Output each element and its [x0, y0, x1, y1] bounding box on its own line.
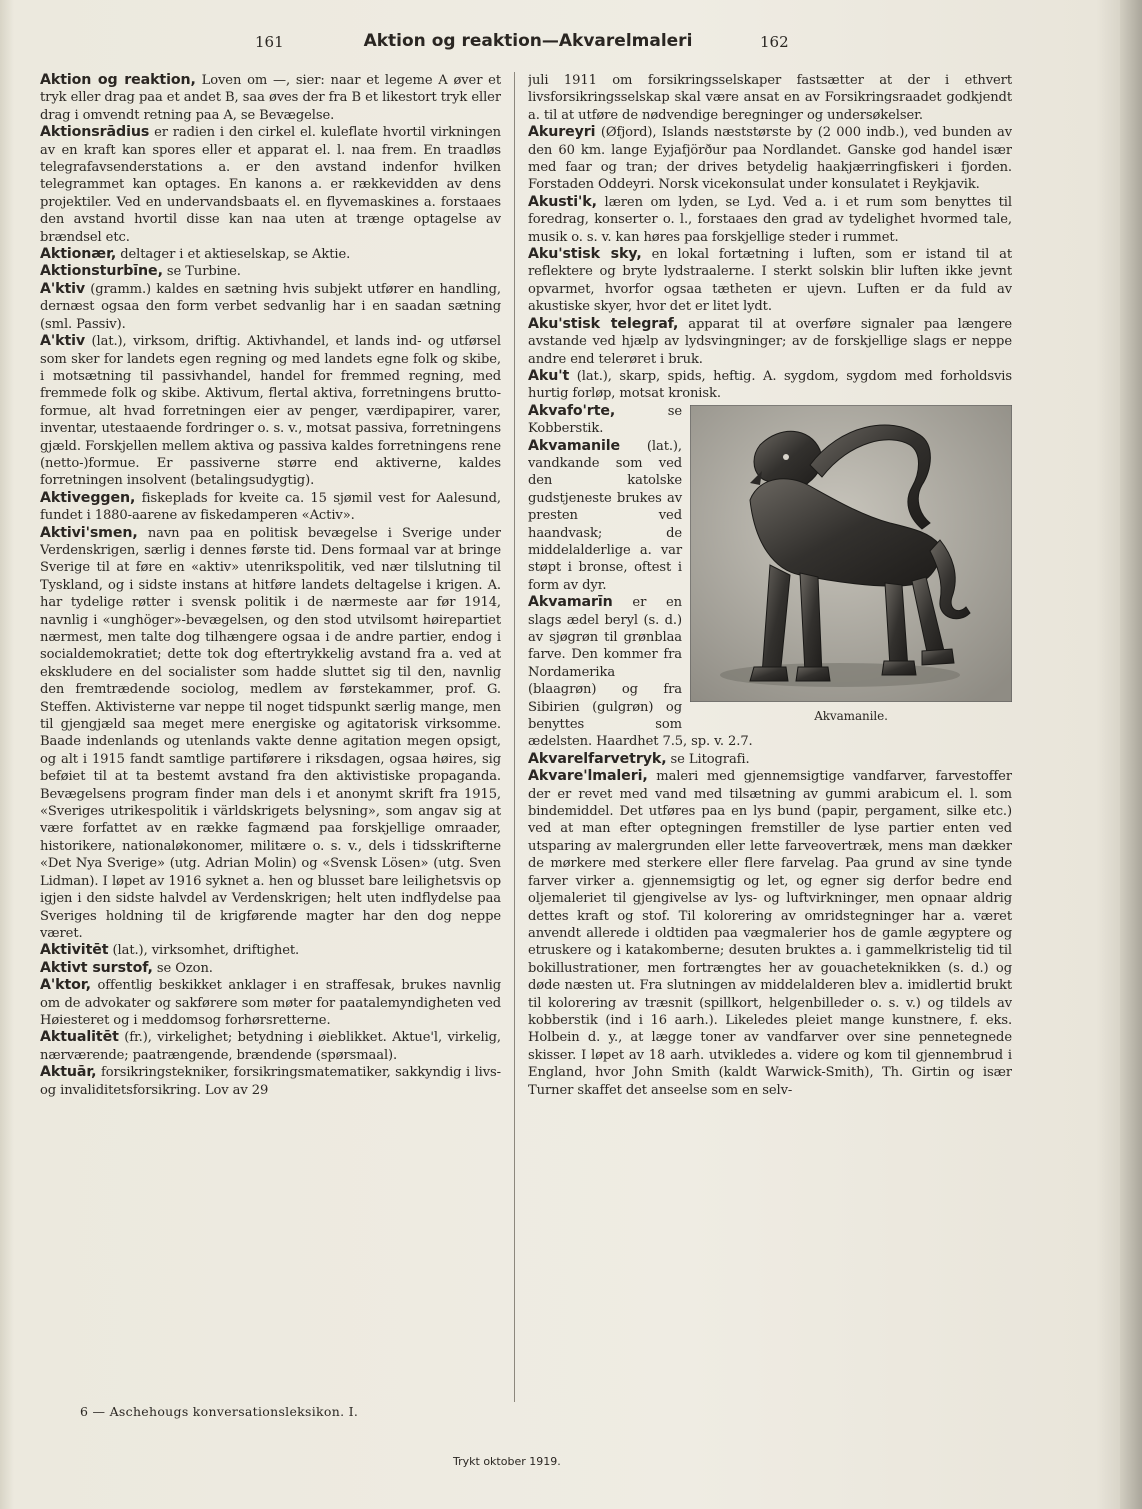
right-page-number: 162 [760, 33, 789, 51]
headword: A'ktiv [40, 280, 86, 297]
entry-aktualitet [40, 1029, 501, 1064]
headword: Aktion og reaktion, [40, 72, 196, 88]
entry-text: (lat.), virksom, driftig. Aktivhandel, et lands ind- og utførsel som sker for landets egen regning og med landets egne folk og skibe, i motsætning til passivhandel, handel for fremmed regning, med fremmede folk og skibe. Aktivum, flertal aktiva, forretningens brutto-formue, alt hvad forretningen eier av penger, værdipapirer, varer, inventar, utestaaende fordringer o. s. v., motsat passiva, forretningens gjæld. Forskjellen mellem aktiva og passiva kaldes forretningens rene (netto-)formue. Er passiverne større end aktiverne, kaldes forretningen insolvent (betalingsudygtig). [40, 334, 501, 489]
headword: Aktionsturbīne, [40, 263, 163, 280]
headword: A'ktiv [40, 333, 86, 350]
entry-text: læren om lyden, se Lyd. Ved a. i et rum som benyttes til foredrag, konserter o. l., forstaaes den grad av tydelighet hvormed tale, musik o. s. v. kan høres paa forskjellige steder i rummet. [528, 194, 1012, 245]
left-page-number: 161 [255, 33, 284, 51]
entry-aktionaer [40, 246, 501, 263]
headword: Aku't [528, 367, 570, 384]
entry-text: forsikringstekniker, forsikringsmatematiker, sakkyndig i livs- og invaliditetsforsikring. Lov av 29 [40, 1065, 501, 1098]
entry-text: se Kobberstik. [528, 403, 682, 437]
entry-aktuar [40, 1064, 501, 1099]
entry-text: fiskeplads for kveite ca. 15 sjømil vest for Aalesund, fundet i 1880-aarene av fiskedamperen «Activ». [40, 490, 501, 524]
entry-aktiv-gramm [40, 281, 501, 333]
akvamanile-photo [690, 405, 1012, 702]
entry-aktuar-continued [528, 72, 1012, 124]
headword: Akvarelfarvetryk, [528, 750, 667, 767]
signature-line: 6 — Aschehougs konversationsleksikon. I. [80, 1404, 359, 1419]
right-column [528, 72, 1012, 1417]
headword: Aktionær, [40, 246, 117, 263]
figure-caption: Akvamanile. [814, 708, 888, 723]
entry-aktor [40, 977, 501, 1029]
entry-text: navn paa en politisk bevægelse i Sverige under Verdenskrigen, særlig i dennes første tid. Dens formaal var at bringe Sverige til at føre en «aktiv» utenrikspolitik, ved nær tilslutning til Tyskland, og i sidste instans at hitføre landets deltagelse i krigen. A. har tydelige røtter i svensk politik i de nærmeste aar før 1914, navnlig i «unghöger»-bevægelsen, og den stod utvilsomt høirepartiet nærmest, men talte dog tilhængere ogsaa i de andre partier, endog i socialdemokratiet; dette tok dog eftertrykkelig avstand fra a. ved at ekskludere en del socialister som hadde sluttet sig til den, navnlig den fremtrædende sociolog, medlem av førstekammer, prof. G. Steffen. Aktivisterne var neppe til noget tidspunkt særlig mange, men til gjengjæld saa meget mere energiske og agitatorisk virksomme. Baade indenlands og utenlands vakte denne agitation megen opsigt, og alt i 1915 fandt samtlige partiførere i riksdagen, ogsaa høires, sig beføiet til at ta bestemt avstand fra den aktivistiske propaganda. Bevægelsens program finder man dels i et anonymt skrift fra 1915, «Sveriges utrikespolitik i världskrigets belysning», som angav sig at være forfattet av en række fagmænd paa forskjellige omraader, historikere, nationaløkonomer, militære o. s. v., dels i tidsskrifterne «Det Nya Sverige» (utg. Adrian Molin) og «Svensk Lösen» (utg. Sven Lidman). I løpet av 1916 syknet a. hen og blusset bare leilighetsvis op igjen i den sidste halvdel av Verdenskrigen; helt uten indflydelse paa Sveriges holdning til de krigførende magter har den dog neppe været. [40, 525, 501, 941]
headword: Aktivt surstof, [40, 959, 153, 976]
headword: Aktiveggen, [40, 489, 136, 506]
running-title: Aktion og reaktion—Akvarelmaleri [363, 31, 693, 51]
left-column [40, 72, 501, 1402]
entry-text: se Ozon. [152, 960, 213, 976]
headword: Aktivitēt [40, 942, 109, 959]
headword: Akusti'k, [528, 193, 597, 210]
entry-text: maleri med gjennemsigtige vandfarver, farvestoffer der er revet med vand med tilsætning av gummi arabicum el. l. som bindemiddel. Det utføres paa en lys bund (papir, pergament, silke etc.) ved at man efter optegningen fremstiller de lyse partier enten ved utsparing av malergrunden eller lette farveovertræk, mens man dækker de mørkere med sterkere eller flere farvelag. Paa grund av sine tynde farver virker a. gjennemsigtig og let, og egner sig derfor bedre end oljemaleriet til gjengivelse av lys- og luftvirkninger, men opnaar aldrig dettes kraft og stof. Til kolorering av omridstegninger har a. været anvendt allerede i oldtiden paa vægmalerier hos de gamle ægyptere og etruskere og i katakomberne; desuten bruktes a. i gammelkristelig tid til bokillustrationer, men fortrængtes her av gouacheteknikken (s. d.) og døde næsten ut. Fra slutningen av middelalderen blev a. imidlertid brukt til kolorering av træsnit (spillkort, helgenbilleder o. s. v.) og tildels av kobberstik (ind i 16 aarh.). Likeledes pleiet mange kunstnere, f. eks. Holbein d. y., at lægge toner av vandfarver over sine pennetegnede skisser. I løpet av 18 aarh. utvikledes a. videre og kom til gjennembrud i England, hvor John Smith (kaldt Warwick-Smith), Th. Girtin og især Turner skaffet det anseelse som en selv- [528, 769, 1012, 1098]
entry-aktivt-surstof [40, 960, 501, 977]
entry-text: (fr.), virkelighet; betydning i øieblikket. Aktue'l, virkelig, nærværende; paatrængende, brændende (spørsmaal). [40, 1030, 501, 1063]
headword: Aktualitēt [40, 1029, 119, 1046]
entry-aktiveggen [40, 490, 501, 525]
akvamanile-figure [690, 405, 1012, 725]
headword: Aku'stisk sky, [528, 246, 642, 263]
entry-aktionsradius [40, 124, 501, 246]
entry-text: deltager i et aktieselskap, se Aktie. [116, 247, 351, 263]
entry-text: se Turbine. [162, 264, 241, 280]
entry-akustisk-telegraf [528, 316, 1012, 368]
entry-aktion-og-reaktion [40, 72, 501, 124]
headword: Aku'stisk telegraf, [528, 315, 679, 332]
entry-aktiv-lat [40, 333, 501, 490]
entry-akustik [528, 194, 1012, 246]
entry-text: se Litografi. [666, 751, 750, 767]
entry-text: (lat.), virksomhet, driftighet. [108, 943, 300, 959]
headword: Aktionsrādius [40, 124, 150, 141]
entry-akvarelmaleri [528, 768, 1012, 1099]
print-date: Trykt oktober 1919. [453, 1455, 561, 1468]
headword: Aktuār, [40, 1064, 97, 1081]
entry-aktivitet [40, 942, 501, 959]
entry-text: (lat.), vandkande som ved den katolske gudstjeneste brukes av presten ved haandvask; de middelalderlige a. var støpt i bronse, oftest i form av dyr. [528, 438, 682, 593]
entry-text: apparat til at overføre signaler paa længere avstande ved hjælp av lydsvingninger; av de forskjellige slags er neppe andre end telerøret i bruk. [528, 316, 1012, 367]
entry-text: (lat.), skarp, spids, heftig. A. sygdom, sygdom med forholdsvis hurtig forløp, motsat kronisk. [528, 368, 1012, 402]
book-spine-edge [1120, 0, 1142, 1509]
entry-akureyri [528, 124, 1012, 194]
column-divider [514, 72, 515, 1402]
entry-akustisk-sky [528, 246, 1012, 316]
headword: A'ktor, [40, 977, 91, 994]
entry-text: er radien i den cirkel el. kuleflate hvortil virkningen av en kraft kan spores eller et apparat el. l. naa frem. En traadløs telegrafavsenderstations a. er den avstand indenfor hvilken telegrammet kan optages. En kanons a. er rækkevidden av dens projektiler. Ved en undervandsbaats el. en flyvemaskines a. forstaaes den avstand hvortil disse kan naa uten at trænge optagelse av brændsel etc. [40, 125, 501, 245]
headword: Akvare'lmaleri, [528, 768, 648, 785]
entry-text: offentlig beskikket anklager i en straffesak, brukes navnlig om de advokater og sakførere som møter for paatalemyndigheten ved Høiesteret og i meddomsog forhørsretterne. [40, 978, 501, 1028]
headword: Akvafo'rte, [528, 402, 616, 419]
headword: Aktivi'smen, [40, 524, 138, 541]
entry-text: er en slags ædel beryl (s. d.) av sjøgrøn til grønblaa farve. Den kommer fra Nordamerika (blaagrøn) og fra Sibirien (gulgrøn) og benyttes som ædelsten. Haardhet 7.5, sp. v. 2.7. [528, 595, 753, 750]
entry-text: (gramm.) kaldes en sætning hvis subjekt utfører en handling, dernæst ogsaa den form verbet sedvanlig har i en saadan sætning (sml. Passiv). [40, 281, 501, 332]
headword: Akvamanile [528, 437, 621, 454]
entry-akut [528, 368, 1012, 403]
entry-aktivismen [40, 525, 501, 943]
entry-text: (Øfjord), Islands næststørste by (2 000 indb.), ved bunden av den 60 km. lange Eyjafjörður paa Nordlandet. Ganske god handel især med faar og tran; der drives betydelig haakjærringfiskeri i fjorden. Forstaden Oddeyri. Norsk vicekonsulat under konsulatet i Reykjavik. [528, 125, 1012, 193]
entry-akvarelfarvetryk [528, 751, 1012, 768]
entry-text: en lokal fortætning i luften, som er istand til at reflektere og bryte lydstraalerne. I sterkt solskin blir luften ikke jevnt opvarmet, hvorfor ogsaa tætheten er ujevn. Luften er da fuld av akustiske skyer, hvor det er litet lydt. [528, 247, 1012, 315]
headword: Akvamarīn [528, 594, 613, 611]
entry-text: juli 1911 om forsikringsselskaper fastsætter at der i ethvert livsforsikringsselskap skal være ansat en av Forsikringsraadet godkjendt a. til at utføre de nødvendige beregninger og undersøkelser. [528, 73, 1012, 123]
entry-aktionsturbine [40, 263, 501, 280]
headword: Akureyri [528, 124, 596, 141]
running-header [0, 33, 1142, 57]
entry-text: Loven om —, sier: naar et legeme A øver et tryk eller drag paa et andet B, saa øves der fra B et likestort tryk eller drag i omvendt retning paa A, se Bevægelse. [40, 73, 501, 123]
